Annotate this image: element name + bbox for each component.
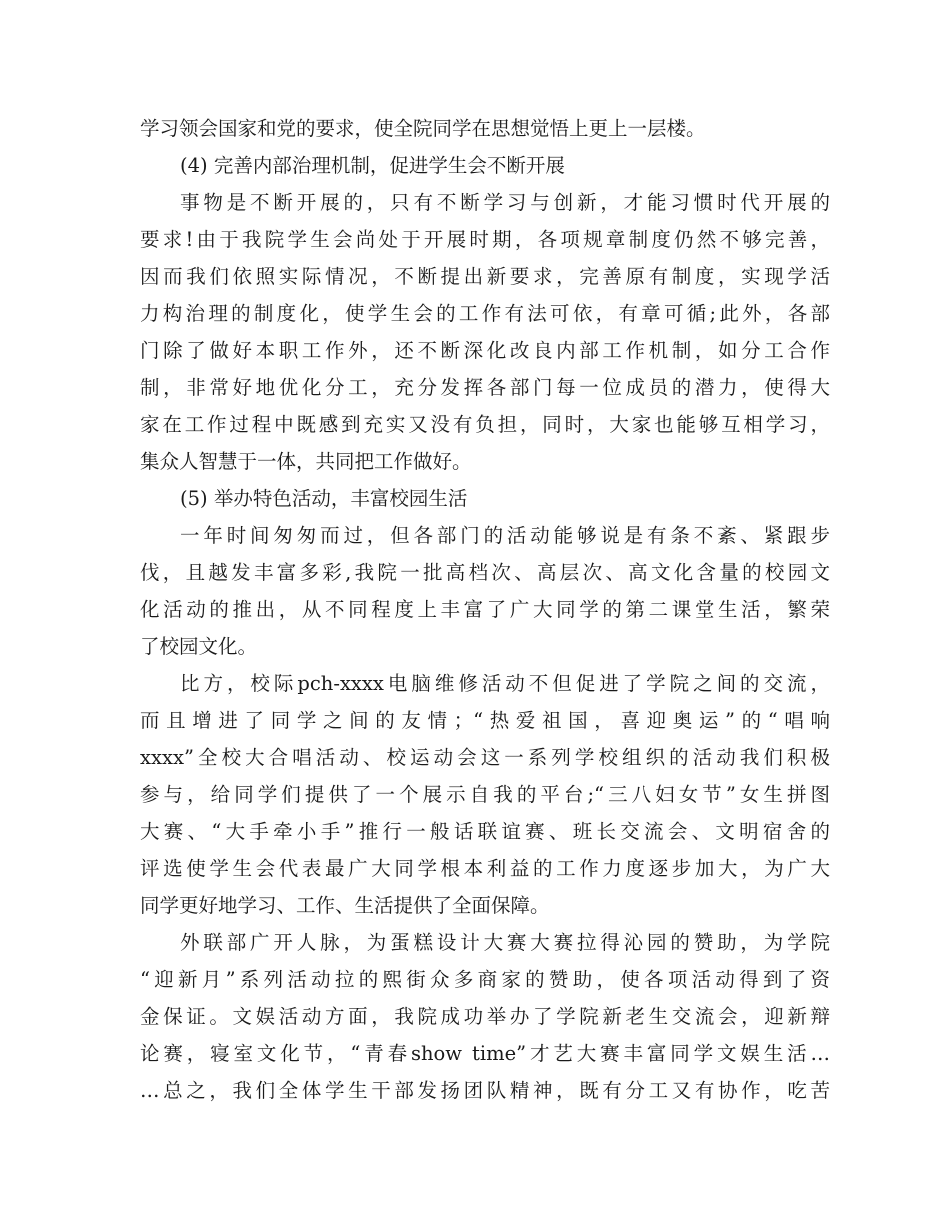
section-heading: (4) 完善内部治理机制，促进学生会不断开展 [180,154,565,177]
text-line: 而且增进了同学之间的友情；“热爱祖国，喜迎奥运”的“唱响 [140,709,830,732]
text-line: 要求!由于我院学生会尚处于开展时期，各项规章制度仍然不够完善， [140,228,830,251]
text-line: …总之，我们全体学生干部发扬团队精神，既有分工又有协作，吃苦 [140,1079,830,1102]
text-line: 同学更好地学习、工作、生活提供了全面保障。 [140,894,550,917]
text-line: 门除了做好本职工作外，还不断深化改良内部工作机制，如分工合作 [140,339,830,362]
text-line: “迎新月”系列活动拉的熙街众多商家的赞助，使各项活动得到了资 [140,968,830,991]
text-line: 参与，给同学们提供了一个展示自我的平台;“三八妇女节”女生拼图 [140,783,830,806]
text-line: 评选使学生会代表最广大同学根本利益的工作力度逐步加大，为广大 [140,857,830,880]
text-line: 论赛，寝室文化节，“青春show time”才艺大赛丰富同学文娱生活… [140,1042,830,1065]
text-line: 事物是不断开展的，只有不断学习与创新，才能习惯时代开展的 [180,191,830,214]
text-line: 集众人智慧于一体，共同把工作做好。 [140,450,472,473]
text-line: 外联部广开人脉，为蛋糕设计大赛大赛拉得沁园的赞助，为学院 [180,931,830,954]
section-heading: (5) 举办特色活动，丰富校园生活 [180,487,468,510]
text-line: 家在工作过程中既感到充实又没有负担，同时，大家也能够互相学习， [140,413,830,436]
text-line: 伐，且越发丰富多彩,我院一批高档次、高层次、高文化含量的校园文 [140,561,830,584]
text-line: 了校园文化。 [140,635,258,658]
text-line: 制，非常好地优化分工，充分发挥各部门每一位成员的潜力，使得大 [140,376,830,399]
text-line: 比方，校际pch-xxxx电脑维修活动不但促进了学院之间的交流， [180,672,830,695]
text-line: 学习领会国家和党的要求，使全院同学在思想觉悟上更上一层楼。 [140,117,706,140]
text-line: 因而我们依照实际情况，不断提出新要求，完善原有制度，实现学活 [140,265,830,288]
text-line: 力构治理的制度化，使学生会的工作有法可依，有章可循;此外，各部 [140,302,830,325]
text-line: xxxx”全校大合唱活动、校运动会这一系列学校组织的活动我们积极 [140,746,830,769]
text-line: 化活动的推出，从不同程度上丰富了广大同学的第二课堂生活，繁荣 [140,598,830,621]
text-line: 金保证。文娱活动方面，我院成功举办了学院新老生交流会，迎新辩 [140,1005,830,1028]
text-line: 大赛、“大手牵小手”推行一般话联谊赛、班长交流会、文明宿舍的 [140,820,830,843]
text-line: 一年时间匆匆而过，但各部门的活动能够说是有条不紊、紧跟步 [180,524,830,547]
